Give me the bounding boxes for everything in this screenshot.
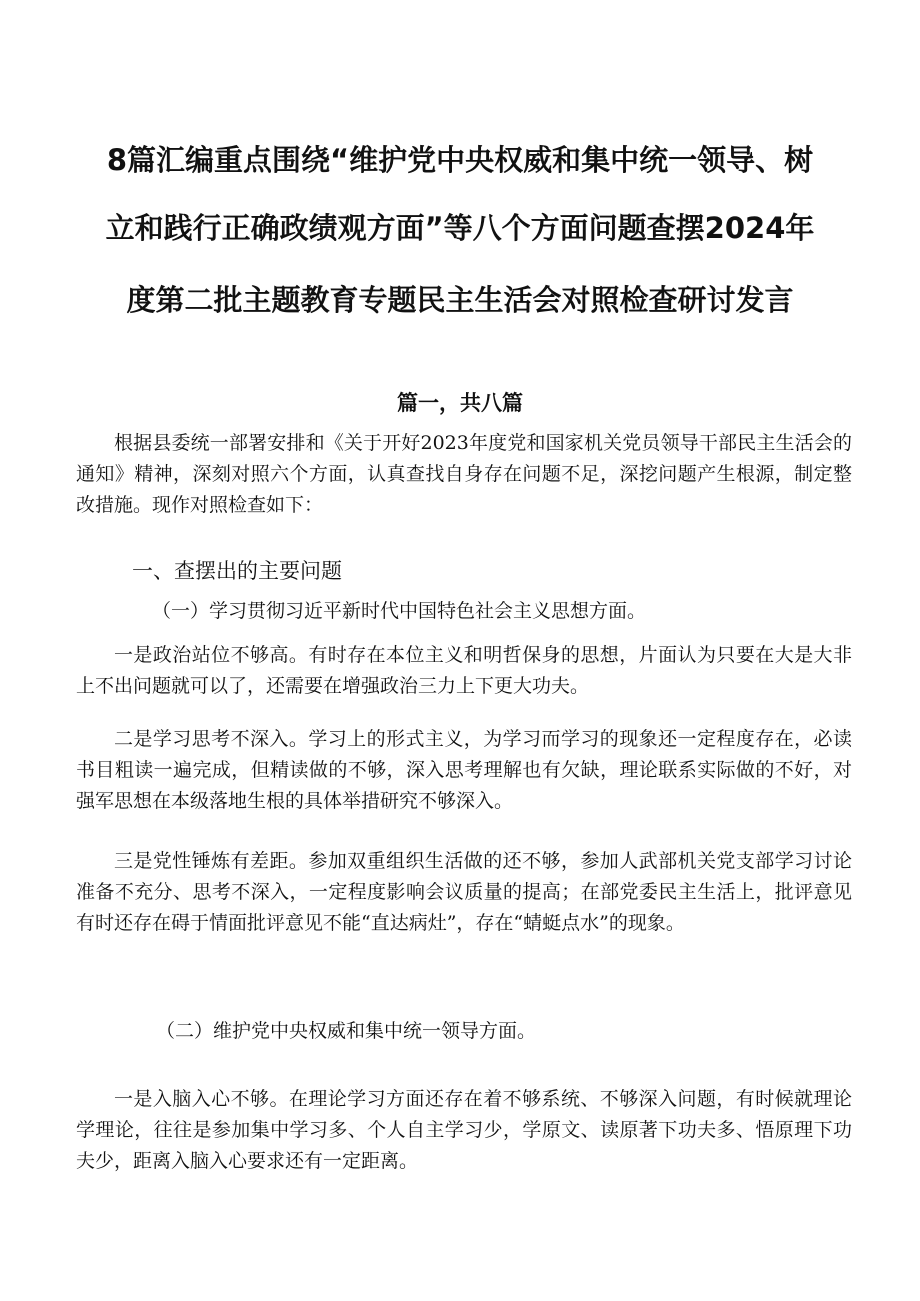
paragraph-item-1: 一是政治站位不够高。有时存在本位主义和明哲保身的思想，片面认为只要在大是大非上不出问题就可以了，还需要在增强政治三力上下更大功夫。	[76, 644, 852, 697]
section-heading: 一、查摆出的主要问题	[132, 559, 342, 583]
document-title-line-2: 立和践行正确政绩观方面”等八个方面问题查摆2024年	[105, 211, 815, 245]
intro-paragraph: 根据县委统一部署安排和《关于开好2023年度党和国家机关党员领导干部民主生活会的通知》精神，深刻对照六个方面，认真查找自身存在问题不足，深挖问题产生根源，制定整改措施。现作对照检查如下：	[76, 432, 852, 516]
document-title-line-3: 度第二批主题教育专题民主生活会对照检查研讨发言	[126, 283, 794, 317]
paragraph-item-3: 三是党性锤炼有差距。参加双重组织生活做的还不够，参加人武部机关党支部学习讨论准备不充分、思考不深入，一定程度影响会议质量的提高；在部党委民主生活上，批评意见有时还存在碍于情面批评意见不能“直达病灶”，存在“蜻蜓点水”的现象。	[76, 850, 852, 934]
document-title-line-1: 8篇汇编重点围绕“维护党中央权威和集中统一领导、树	[106, 143, 814, 177]
paragraph-item-4: 一是入脑入心不够。在理论学习方面还存在着不够系统、不够深入问题，有时候就理论学理论，往往是参加集中学习多、个人自主学习少，学原文、读原著下功夫多、悟原理下功夫少，距离入脑入心要求还有一定距离。	[76, 1088, 852, 1172]
sub-heading-2: （二）维护党中央权威和集中统一领导方面。	[156, 1020, 537, 1042]
paragraph-item-2: 二是学习思考不深入。学习上的形式主义，为学习而学习的现象还一定程度存在，必读书目粗读一遍完成，但精读做的不够，深入思考理解也有欠缺，理论联系实际做的不好，对强军思想在本级落地生根的具体举措研究不够深入。	[76, 728, 852, 812]
document-subtitle: 篇一，共八篇	[397, 391, 523, 415]
sub-heading-1: （一）学习贯彻习近平新时代中国特色社会主义思想方面。	[152, 600, 647, 622]
